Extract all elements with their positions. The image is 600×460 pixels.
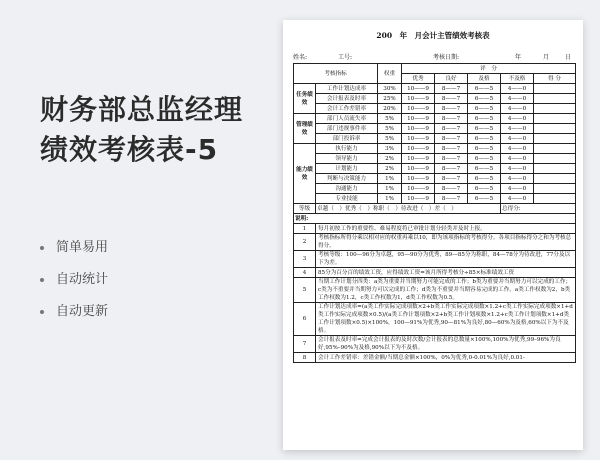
range-pass: 6——5 bbox=[468, 144, 501, 154]
score-cell[interactable] bbox=[534, 94, 576, 104]
header-good: 良好 bbox=[435, 74, 468, 84]
table-row bbox=[294, 114, 576, 124]
header-pass: 及格 bbox=[468, 74, 501, 84]
weight-cell: 25% bbox=[378, 94, 402, 104]
score-cell[interactable] bbox=[534, 194, 576, 204]
table-row bbox=[294, 194, 576, 204]
category-label: 能力绩效 bbox=[294, 144, 316, 204]
header-weight: 权重 bbox=[378, 64, 402, 84]
score-cell[interactable] bbox=[534, 174, 576, 184]
bullet-icon bbox=[40, 246, 44, 250]
range-excellent: 10——9 bbox=[402, 104, 435, 114]
note-text: 85分为百分百的绩效工资，应得绩效工资=该月所得考核分÷85×标准绩效工资 bbox=[316, 268, 576, 278]
note-number: 7 bbox=[294, 336, 316, 353]
feature-item bbox=[40, 232, 108, 264]
page-title bbox=[40, 90, 243, 170]
feature-label: 自动统计 bbox=[56, 272, 109, 287]
range-pass: 6——5 bbox=[468, 114, 501, 124]
weight-cell: 5% bbox=[378, 114, 402, 124]
indicator-cell: 沟通能力 bbox=[316, 184, 378, 194]
header-score: 得 分 bbox=[534, 74, 576, 84]
document-preview bbox=[283, 20, 583, 450]
title-line-1: 财务部总监经理 bbox=[40, 93, 244, 126]
range-pass: 6——5 bbox=[468, 124, 501, 134]
range-fail: 4——0 bbox=[501, 134, 534, 144]
feature-item bbox=[40, 264, 108, 296]
year-label: 年 bbox=[515, 54, 522, 61]
range-fail: 4——0 bbox=[501, 194, 534, 204]
range-pass: 6——5 bbox=[468, 104, 501, 114]
note-row bbox=[294, 234, 576, 251]
range-excellent: 10——9 bbox=[402, 184, 435, 194]
weight-cell: 1% bbox=[378, 174, 402, 184]
range-good: 8——7 bbox=[435, 174, 468, 184]
range-pass: 6——5 bbox=[468, 94, 501, 104]
note-row bbox=[294, 251, 576, 268]
month-label: 月 bbox=[543, 54, 550, 61]
range-excellent: 10——9 bbox=[402, 154, 435, 164]
feature-label: 自动更新 bbox=[56, 304, 109, 319]
header-fail: 不及格 bbox=[501, 74, 534, 84]
note-text: 工作计划达成率=(a类工作实际完成项数×2+b类工作实际完成项数×1.2+c类工作实际完成项数×1+d类工作实际完成项数×0.5)/(a类工作计划项数×2+b类工作计划项数×1.2+c类工作计划项数×1+d类工作计划项数×0.5)×100%，100—91%为优秀,90—81%为良好,80—60%为及格,60%以下为不及格。 bbox=[316, 303, 576, 336]
note-number: 2 bbox=[294, 234, 316, 251]
range-good: 8——7 bbox=[435, 84, 468, 94]
bullet-icon bbox=[40, 310, 44, 314]
indicator-cell: 会计工作差错率 bbox=[316, 104, 378, 114]
range-pass: 6——5 bbox=[468, 184, 501, 194]
indicator-cell: 部门人员流失率 bbox=[316, 114, 378, 124]
range-good: 8——7 bbox=[435, 124, 468, 134]
indicator-cell: 会计报表及时率 bbox=[316, 94, 378, 104]
range-good: 8——7 bbox=[435, 194, 468, 204]
range-good: 8——7 bbox=[435, 164, 468, 174]
weight-cell: 30% bbox=[378, 84, 402, 94]
notes-header-row bbox=[294, 214, 576, 224]
table-row bbox=[294, 174, 576, 184]
note-text: 每月初按工作的重要性、难易程度将已审批计划分轻类并及时上报。 bbox=[316, 224, 576, 234]
weight-cell: 1% bbox=[378, 184, 402, 194]
note-row bbox=[294, 268, 576, 278]
range-good: 8——7 bbox=[435, 154, 468, 164]
indicator-cell: 专业技能 bbox=[316, 194, 378, 204]
header-evaluation: 评 分 bbox=[402, 64, 576, 74]
indicator-cell: 判断与决策能力 bbox=[316, 174, 378, 184]
note-text: 考核指标所得分乘以相对应的权重再乘以10，即为该项指标的考核得分。各项目指标得分之和为考核总得分。 bbox=[316, 234, 576, 251]
range-fail: 4——0 bbox=[501, 154, 534, 164]
range-excellent: 10——9 bbox=[402, 134, 435, 144]
range-excellent: 10——9 bbox=[402, 144, 435, 154]
exam-date-label: 考核日期: bbox=[433, 54, 460, 61]
note-row bbox=[294, 336, 576, 353]
range-excellent: 10——9 bbox=[402, 164, 435, 174]
weight-cell: 20% bbox=[378, 104, 402, 114]
range-pass: 6——5 bbox=[468, 174, 501, 184]
evaluation-table bbox=[293, 63, 576, 363]
score-cell[interactable] bbox=[534, 154, 576, 164]
note-number: 4 bbox=[294, 268, 316, 278]
name-label: 姓名: bbox=[293, 54, 308, 61]
grade-options[interactable]: 卓越（ ）优秀（ ）称职（ ）待改进（ ）差（ ） bbox=[316, 204, 501, 214]
job-no-label: 工号: bbox=[338, 54, 353, 61]
score-cell[interactable] bbox=[534, 164, 576, 174]
note-row bbox=[294, 353, 576, 363]
day-label: 日 bbox=[565, 54, 572, 61]
range-good: 8——7 bbox=[435, 144, 468, 154]
header-excellent: 优秀 bbox=[402, 74, 435, 84]
table-row bbox=[294, 104, 576, 114]
indicator-cell: 部门违规事件率 bbox=[316, 124, 378, 134]
grade-label: 等级 bbox=[294, 204, 316, 214]
range-excellent: 10——9 bbox=[402, 94, 435, 104]
note-row bbox=[294, 224, 576, 234]
weight-cell: 3% bbox=[378, 144, 402, 154]
score-cell[interactable] bbox=[534, 144, 576, 154]
feature-label: 简单易用 bbox=[56, 240, 109, 255]
range-fail: 4——0 bbox=[501, 144, 534, 154]
table-row bbox=[294, 144, 576, 154]
weight-cell: 1% bbox=[378, 194, 402, 204]
weight-cell: 5% bbox=[378, 134, 402, 144]
note-text: 考核等级：100—96分为卓越，95—90分为优秀，89—85分为称职，84—78分为待改进，77分及以下为差。 bbox=[316, 251, 576, 268]
category-label: 管理绩效 bbox=[294, 114, 316, 144]
note-number: 6 bbox=[294, 303, 316, 336]
note-number: 5 bbox=[294, 278, 316, 303]
range-excellent: 10——9 bbox=[402, 114, 435, 124]
total-score-label: 总得分: bbox=[501, 204, 576, 214]
range-fail: 4——0 bbox=[501, 174, 534, 184]
bullet-icon bbox=[40, 278, 44, 282]
note-text: 会计工作差错率：差错金额/当期总金额×100%，0%为优秀,0-0.01%为良好,0.01- bbox=[316, 353, 576, 363]
score-cell[interactable] bbox=[534, 134, 576, 144]
table-row bbox=[294, 94, 576, 104]
range-good: 8——7 bbox=[435, 94, 468, 104]
note-row bbox=[294, 303, 576, 336]
indicator-cell: 部门投诉率 bbox=[316, 134, 378, 144]
indicator-cell: 领导能力 bbox=[316, 154, 378, 164]
category-label: 任务绩效 bbox=[294, 84, 316, 114]
weight-cell: 5% bbox=[378, 124, 402, 134]
note-number: 8 bbox=[294, 353, 316, 363]
grade-row bbox=[294, 204, 576, 214]
score-cell[interactable] bbox=[534, 84, 576, 94]
range-fail: 4——0 bbox=[501, 94, 534, 104]
table-row bbox=[294, 164, 576, 174]
range-pass: 6——5 bbox=[468, 154, 501, 164]
range-excellent: 10——9 bbox=[402, 84, 435, 94]
weight-cell: 2% bbox=[378, 164, 402, 174]
note-text: 当期工作计划分四类：a类为重要并当期努力可能完成的工作；b类为重要并当期努力可以完成的工作；c类为不重要并当期努力可以完成的工作；d类为不重要并当期容易完成的工作。a类工作权数为2，b类工作权数为1.2，c类工作权数为1，d类工作权数为0.5。 bbox=[316, 278, 576, 303]
range-excellent: 10——9 bbox=[402, 174, 435, 184]
table-row bbox=[294, 184, 576, 194]
range-excellent: 10——9 bbox=[402, 194, 435, 204]
score-cell[interactable] bbox=[534, 114, 576, 124]
feature-item bbox=[40, 296, 108, 328]
title-line-2: 绩效考核表-5 bbox=[40, 133, 219, 166]
range-good: 8——7 bbox=[435, 134, 468, 144]
indicator-cell: 执行能力 bbox=[316, 144, 378, 154]
indicator-cell: 计划能力 bbox=[316, 164, 378, 174]
weight-cell: 2% bbox=[378, 154, 402, 164]
table-row bbox=[294, 134, 576, 144]
note-row bbox=[294, 278, 576, 303]
range-pass: 6——5 bbox=[468, 194, 501, 204]
score-cell[interactable] bbox=[534, 124, 576, 134]
score-cell[interactable] bbox=[534, 104, 576, 114]
table-row bbox=[294, 124, 576, 134]
range-pass: 6——5 bbox=[468, 164, 501, 174]
header-indicator: 考核指标 bbox=[294, 64, 378, 84]
notes-label: 说明: bbox=[294, 214, 576, 224]
range-fail: 4——0 bbox=[501, 84, 534, 94]
range-fail: 4——0 bbox=[501, 104, 534, 114]
table-row bbox=[294, 84, 576, 94]
range-fail: 4——0 bbox=[501, 114, 534, 124]
range-good: 8——7 bbox=[435, 184, 468, 194]
range-fail: 4——0 bbox=[501, 124, 534, 134]
range-fail: 4——0 bbox=[501, 184, 534, 194]
feature-list bbox=[40, 232, 108, 328]
range-fail: 4——0 bbox=[501, 164, 534, 174]
range-pass: 6——5 bbox=[468, 134, 501, 144]
range-pass: 6——5 bbox=[468, 84, 501, 94]
indicator-cell: 工作计划达成率 bbox=[316, 84, 378, 94]
range-excellent: 10——9 bbox=[402, 124, 435, 134]
score-cell[interactable] bbox=[534, 184, 576, 194]
sheet-title: 200 年 月会计主管绩效考核表 bbox=[376, 31, 490, 40]
range-good: 8——7 bbox=[435, 114, 468, 124]
header-row bbox=[294, 64, 576, 74]
table-body bbox=[294, 64, 576, 363]
note-text: 会计报表及时率=完成会计报表的及时次数/会计报表的总数量×100%,100%为优秀,99–96%为良好,95%–90%为及格,90%以下为不及格。 bbox=[316, 336, 576, 353]
hero-panel bbox=[0, 0, 290, 460]
range-good: 8——7 bbox=[435, 104, 468, 114]
table-row bbox=[294, 154, 576, 164]
note-number: 1 bbox=[294, 224, 316, 234]
note-number: 3 bbox=[294, 251, 316, 268]
